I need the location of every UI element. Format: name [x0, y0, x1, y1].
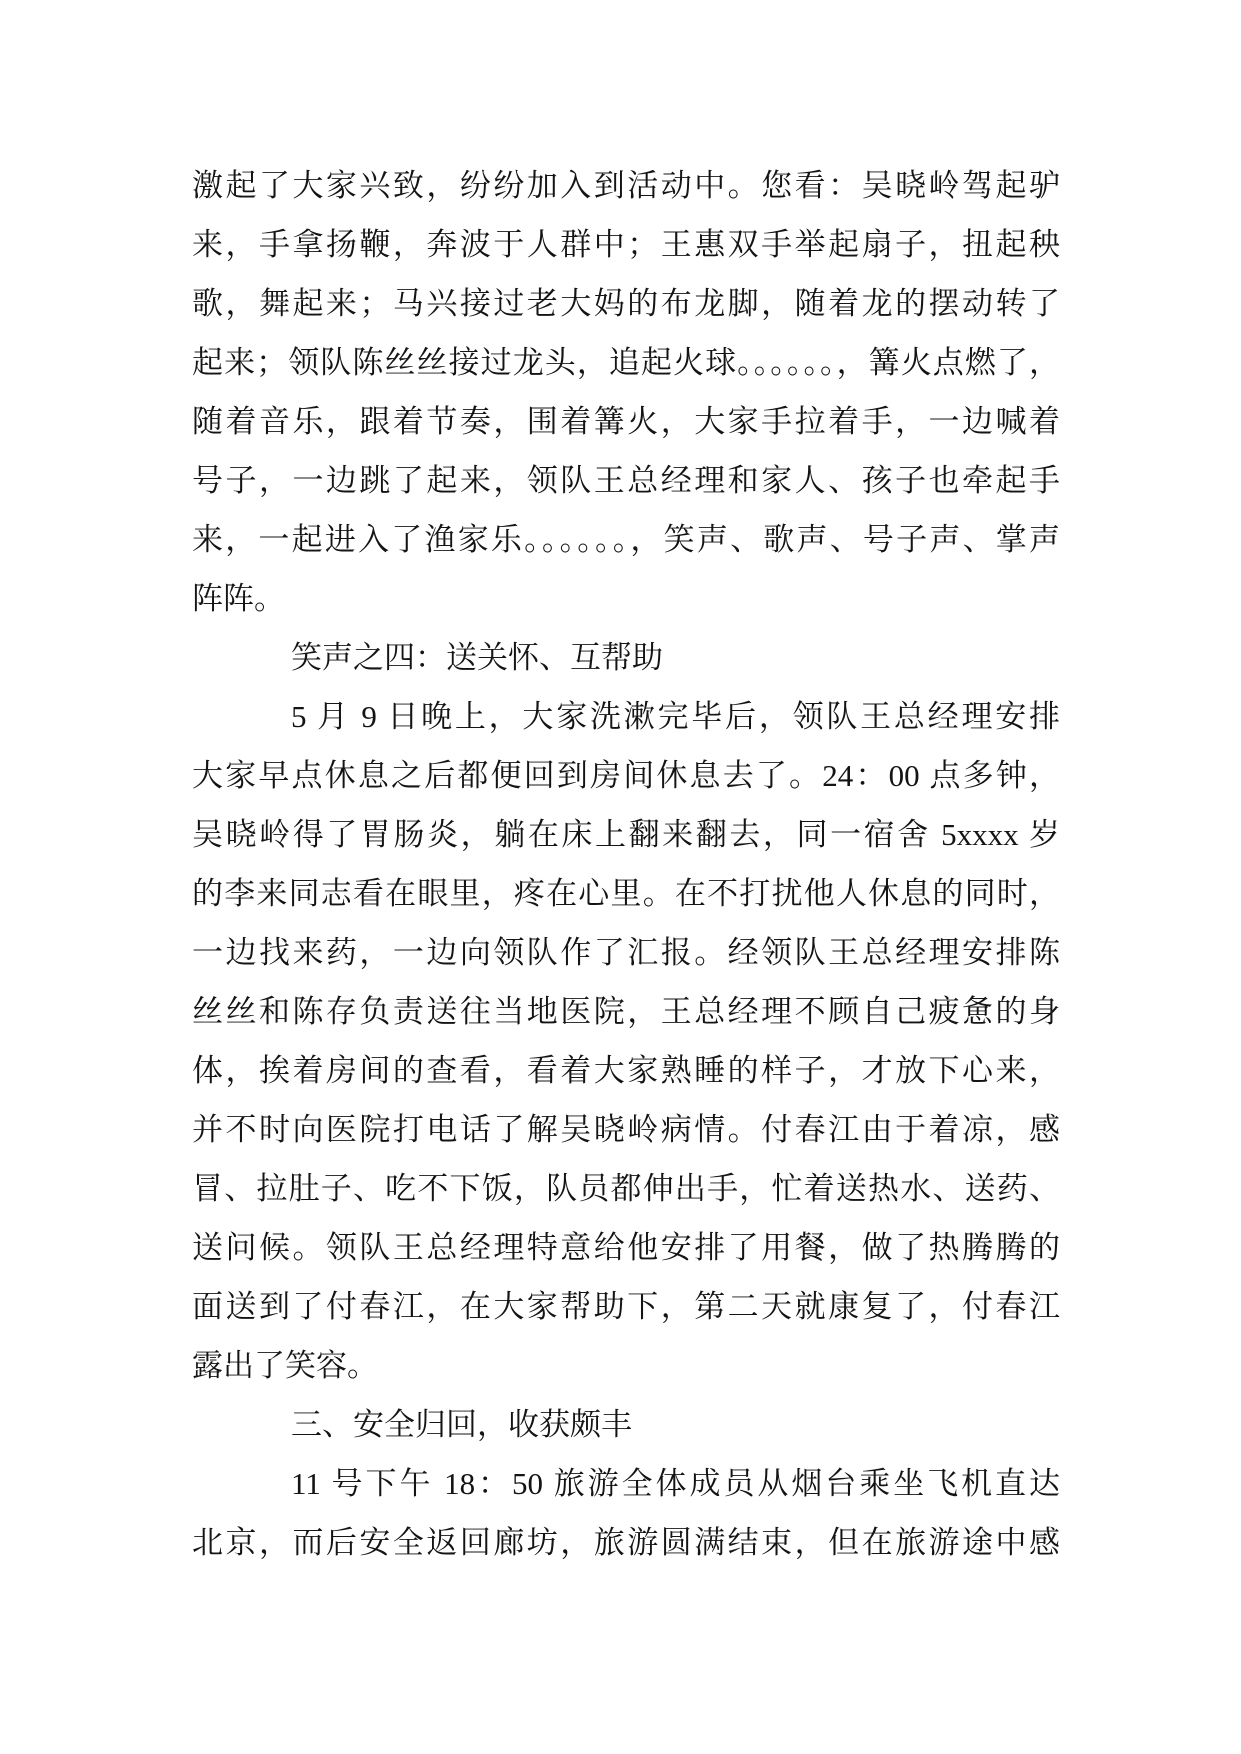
text-line: 露出了笑容。 — [192, 1348, 378, 1383]
text-line: 冒、拉肚子、吃不下饭，队员都伸出手，忙着送热水、送药、 — [192, 1171, 1060, 1206]
text-line: 一边找来药，一边向领队作了汇报。经领队王总经理安排陈 — [192, 935, 1060, 970]
paragraph-activity-continuation — [192, 156, 1060, 628]
text-line: 的李来同志看在眼里，疼在心里。在不打扰他人休息的同时， — [192, 876, 1060, 911]
text-line: 歌，舞起来；马兴接过老大妈的布龙脚，随着龙的摆动转了 — [192, 286, 1060, 321]
section-heading — [192, 628, 1060, 687]
text-line: 北京，而后安全返回廊坊，旅游圆满结束，但在旅游途中感 — [192, 1525, 1060, 1560]
text-line: 大家早点休息之后都便回到房间休息去了。24：00 点多钟， — [192, 758, 1060, 793]
text-line: 丝丝和陈存负责送往当地医院，王总经理不顾自己疲惫的身 — [192, 994, 1060, 1029]
paragraph-care-and-help — [192, 687, 1060, 1395]
text-line: 随着音乐，跟着节奏，围着篝火，大家手拉着手，一边喊着 — [192, 404, 1060, 439]
text-line: 号子，一边跳了起来，领队王总经理和家人、孩子也牵起手 — [192, 463, 1060, 498]
text-line: 阵阵。 — [192, 581, 285, 616]
document-body — [192, 156, 1060, 1572]
section-heading — [192, 1395, 1060, 1454]
text-line: 来，一起进入了渔家乐。。。。。。，笑声、歌声、号子声、掌声 — [192, 522, 1060, 557]
text-line: 面送到了付春江，在大家帮助下，第二天就康复了，付春江 — [192, 1289, 1060, 1324]
text-line: 起来；领队陈丝丝接过龙头，追起火球。。。。。。，篝火点燃了， — [192, 345, 1060, 380]
text-line: 5 月 9 日晚上，大家洗漱完毕后，领队王总经理安排 — [291, 699, 1060, 734]
text-line: 来，手拿扬鞭，奔波于人群中；王惠双手举起扇子，扭起秧 — [192, 227, 1060, 262]
text-line: 并不时向医院打电话了解吴晓岭病情。付春江由于着凉，感 — [192, 1112, 1060, 1147]
section-heading-text: 笑声之四：送关怀、互帮助 — [291, 640, 663, 675]
paragraph-safe-return — [192, 1454, 1060, 1572]
text-line: 吴晓岭得了胃肠炎，躺在床上翻来翻去，同一宿舍 5xxxx 岁 — [192, 817, 1060, 852]
section-heading-text: 三、安全归回，收获颇丰 — [291, 1407, 632, 1442]
text-line: 送问候。领队王总经理特意给他安排了用餐，做了热腾腾的 — [192, 1230, 1060, 1265]
text-line: 体，挨着房间的查看，看着大家熟睡的样子，才放下心来， — [192, 1053, 1060, 1088]
text-line: 激起了大家兴致，纷纷加入到活动中。您看：吴晓岭驾起驴 — [192, 168, 1060, 203]
text-line: 11 号下午 18：50 旅游全体成员从烟台乘坐飞机直达 — [291, 1466, 1060, 1501]
